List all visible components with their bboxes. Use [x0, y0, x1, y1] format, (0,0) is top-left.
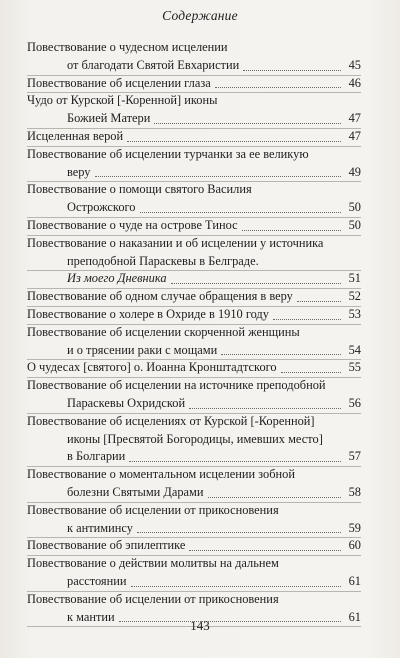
dot-leader: [281, 372, 341, 373]
toc-page-number: 60: [348, 538, 361, 553]
toc-entry: [27, 537, 361, 555]
toc-entry-text: Божией Матери: [67, 111, 151, 126]
toc-entry-text: Повествование об исцелении турчанки за ее великую: [27, 146, 309, 161]
toc-entry: [27, 413, 361, 466]
toc-entry: [27, 39, 361, 75]
toc-entry: [27, 128, 361, 146]
toc-page-number: 50: [348, 217, 361, 232]
dot-leader: [208, 497, 341, 498]
page-title: Содержание: [162, 8, 238, 23]
toc-entry-text: Повествование о моментальном исцелении зобной: [27, 467, 295, 482]
dot-leader: [189, 550, 341, 551]
toc-entry-text: Повествование об исцелениях от Курской [-Коренной]: [27, 413, 315, 428]
toc-entry: [27, 75, 361, 93]
toc-entry-text: Повествование о действии молитвы на дальнем: [27, 556, 279, 571]
dot-leader: [137, 532, 341, 533]
toc-entry-text: веру: [67, 164, 91, 179]
dot-leader: [129, 461, 341, 462]
toc-entry: [27, 181, 361, 217]
toc-entry-text: Повествование о холере в Охриде в 1910 году: [27, 306, 269, 321]
toc-entry-text: Повествование об исцелении скорченной женщины: [27, 324, 300, 339]
toc-page-number: 58: [348, 484, 361, 499]
dot-leader: [221, 354, 341, 355]
dot-leader: [189, 408, 341, 409]
toc-page-number: 57: [348, 449, 361, 464]
dot-leader: [140, 212, 342, 213]
toc-entry-text: Повествование о чудесном исцелении: [27, 40, 228, 54]
toc-entry-text: Повествование о наказании и об исцелении у источника: [27, 235, 324, 250]
toc-entry-text: Параскевы Охридской: [67, 395, 186, 410]
toc-entry: [27, 377, 361, 413]
toc-page-number: 61: [348, 609, 361, 624]
toc-entry: [27, 235, 361, 271]
toc-entry: [27, 555, 361, 591]
table-of-contents: [27, 39, 361, 626]
toc-entry: [27, 502, 361, 538]
toc-entry-text: Повествование об исцелении глаза: [27, 75, 211, 90]
dot-leader: [131, 586, 342, 587]
toc-entry: [27, 359, 361, 377]
toc-page-number: 61: [348, 573, 361, 588]
toc-page-number: 45: [348, 57, 361, 72]
toc-entry-text: Повествование о чуде на острове Тинос: [27, 217, 238, 232]
dot-leader: [154, 123, 341, 124]
toc-entry: [27, 288, 361, 306]
toc-page-number: 47: [348, 128, 361, 143]
toc-entry-text: Повествование об исцелении от прикосновения: [27, 502, 279, 517]
toc-page-number: 47: [348, 111, 361, 126]
toc-page-number: 54: [348, 342, 361, 357]
toc-entry-text: в Болгарии: [67, 449, 126, 464]
dot-leader: [242, 230, 341, 231]
toc-page-number: 50: [348, 200, 361, 215]
toc-page-number: 51: [348, 271, 361, 286]
toc-entry: [27, 306, 361, 324]
toc-entry-text: Повествование о помощи святого Василия: [27, 182, 252, 197]
toc-entry-text: Повествование об исцелении от прикосновения: [27, 591, 279, 606]
dot-leader: [243, 70, 341, 71]
toc-page-number: 56: [348, 395, 361, 410]
toc-entry: [27, 466, 361, 502]
toc-entry-text: и о трясении раки с мощами: [67, 342, 218, 357]
toc-page-number: 59: [348, 520, 361, 535]
toc-entry: [27, 92, 361, 128]
dot-leader: [273, 319, 341, 320]
toc-entry-text: Из моего Дневника: [67, 271, 167, 286]
toc-entry-text: Повествование об эпилептике: [27, 538, 186, 553]
toc-entry-text: от благодати Святой Евхаристии: [67, 57, 240, 72]
toc-entry-text: Повествование об исцелении на источнике преподобной: [27, 378, 326, 393]
toc-entry-text: Чудо от Курской [-Коренной] иконы: [27, 93, 218, 108]
toc-entry-text: О чудесах [святого] о. Иоанна Кронштадтского: [27, 360, 277, 375]
toc-entry-text: иконы [Пресвятой Богородицы, имевших место]: [67, 431, 323, 446]
toc-page-number: 55: [348, 360, 361, 375]
toc-entry: [27, 270, 361, 288]
page-number: 143: [190, 618, 210, 633]
toc-entry-text: расстоянии: [67, 573, 127, 588]
dot-leader: [215, 87, 341, 88]
dot-leader: [297, 301, 341, 302]
toc-page-number: 46: [348, 75, 361, 90]
toc-page-number: 49: [348, 164, 361, 179]
toc-entry: [27, 146, 361, 182]
dot-leader: [95, 176, 341, 177]
toc-page-number: 53: [348, 306, 361, 321]
dot-leader: [171, 283, 341, 284]
toc-entry-text: Острожского: [67, 200, 136, 215]
toc-entry-text: Повествование об одном случае обращения в веру: [27, 289, 293, 304]
toc-entry-text: к мантии: [67, 609, 115, 624]
toc-entry-text: болезни Святыми Дарами: [67, 484, 204, 499]
toc-entry: [27, 324, 361, 360]
dot-leader: [127, 141, 341, 142]
toc-entry-text: Исцеленная верой: [27, 128, 124, 143]
toc-entry-text: к антиминсу: [67, 520, 133, 535]
toc-page-number: 52: [348, 289, 361, 304]
toc-entry: [27, 217, 361, 235]
toc-entry-text: преподобной Параскевы в Белграде.: [67, 253, 259, 268]
